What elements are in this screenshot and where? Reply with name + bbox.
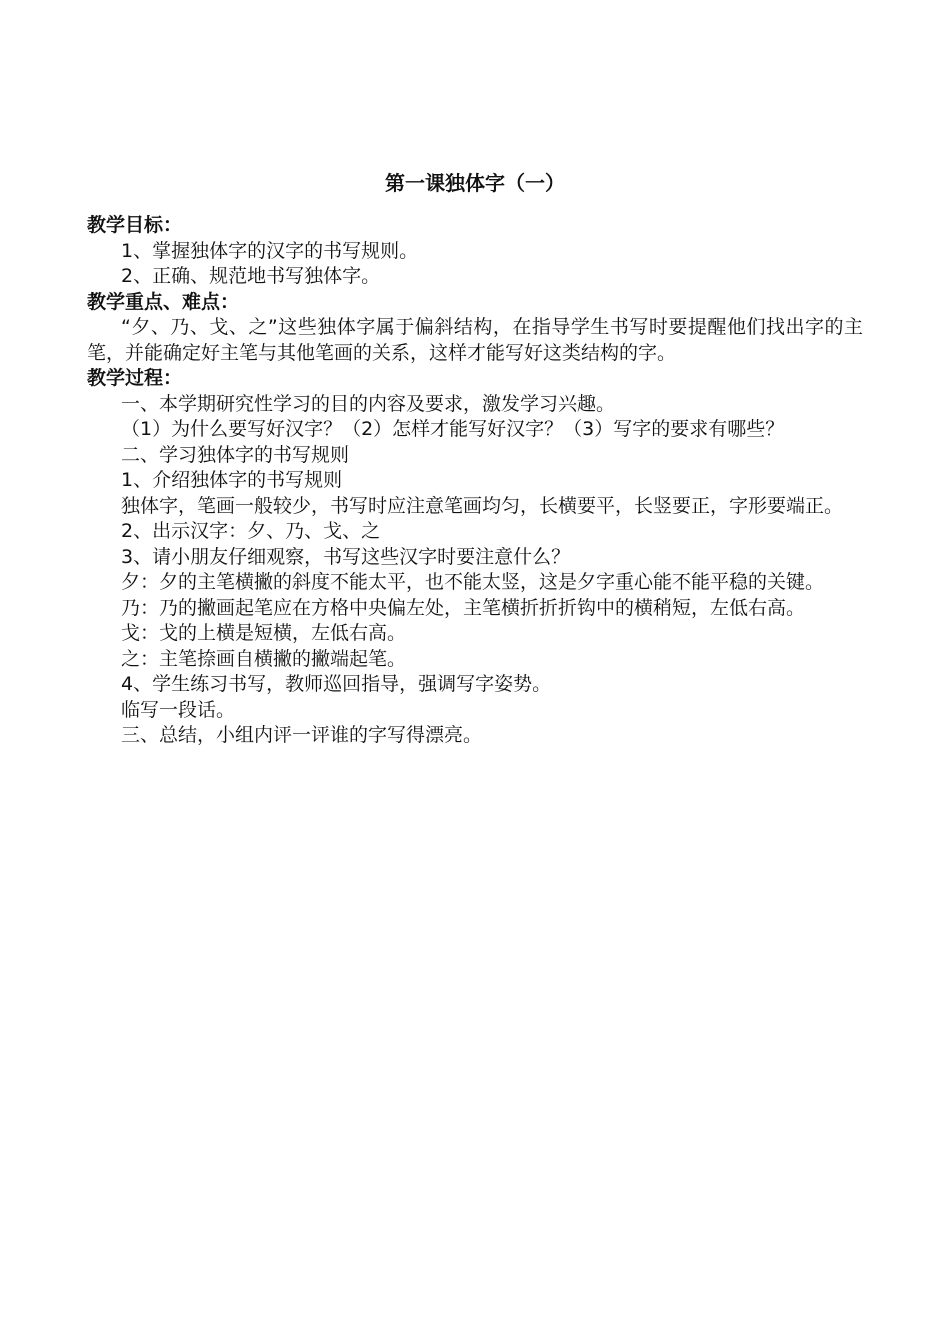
section-key-points [87,290,863,367]
paragraph: 2、出示汉字：夕、乃、戈、之 [121,520,381,542]
paragraph: （1）为什么要写好汉字？（2）怎样才能写好汉字？（3）写字的要求有哪些？ [121,418,785,440]
section-heading: 教学重点、难点： [87,290,240,313]
paragraph: 4、学生练习书写，教师巡回指导，强调写字姿势。 [121,673,552,695]
paragraph: 独体字，笔画一般较少，书写时应注意笔画均匀，长横要平，长竖要正，字形要端正。 [121,494,844,517]
paragraph: 之：主笔捺画自横撇的撇端起笔。 [121,647,407,670]
paragraph: 三、总结，小组内评一评谁的字写得漂亮。 [121,724,483,746]
section-heading: 教学目标： [87,214,183,236]
paragraph: 乃：乃的撇画起笔应在方格中央偏左处，主笔横折折折钩中的横稍短，左低右高。 [121,596,806,619]
paragraph: 1、掌握独体字的汉字的书写规则。 [121,239,419,262]
section-heading: 教学过程： [87,367,183,389]
paragraph: 1、介绍独体字的书写规则 [121,469,343,491]
paragraph: “夕、乃、戈、之”这些独体字属于偏斜结构，在指导学生书写时要提醒他们找出字的主笔，并能确定好主笔与其他笔画的关系，这样才能写好这类结构的字。 [87,316,863,364]
paragraph: 临写一段话。 [121,698,236,721]
paragraph: 2、正确、规范地书写独体字。 [121,265,381,287]
paragraph: 戈：戈的上横是短横，左低右高。 [121,622,407,644]
paragraph: 3、请小朋友仔细观察，书写这些汉字时要注意什么？ [121,545,571,568]
document-page [87,168,863,749]
section-process [87,366,863,749]
document-title: 第一课独体字（一） [385,171,565,195]
paragraph: 一、本学期研究性学习的目的内容及要求，激发学习兴趣。 [121,392,616,415]
section-objectives [87,213,863,290]
paragraph: 二、学习独体字的书写规则 [121,443,350,466]
paragraph: 夕：夕的主笔横撇的斜度不能太平，也不能太竖，这是夕字重心能不能平稳的关键。 [121,571,825,593]
